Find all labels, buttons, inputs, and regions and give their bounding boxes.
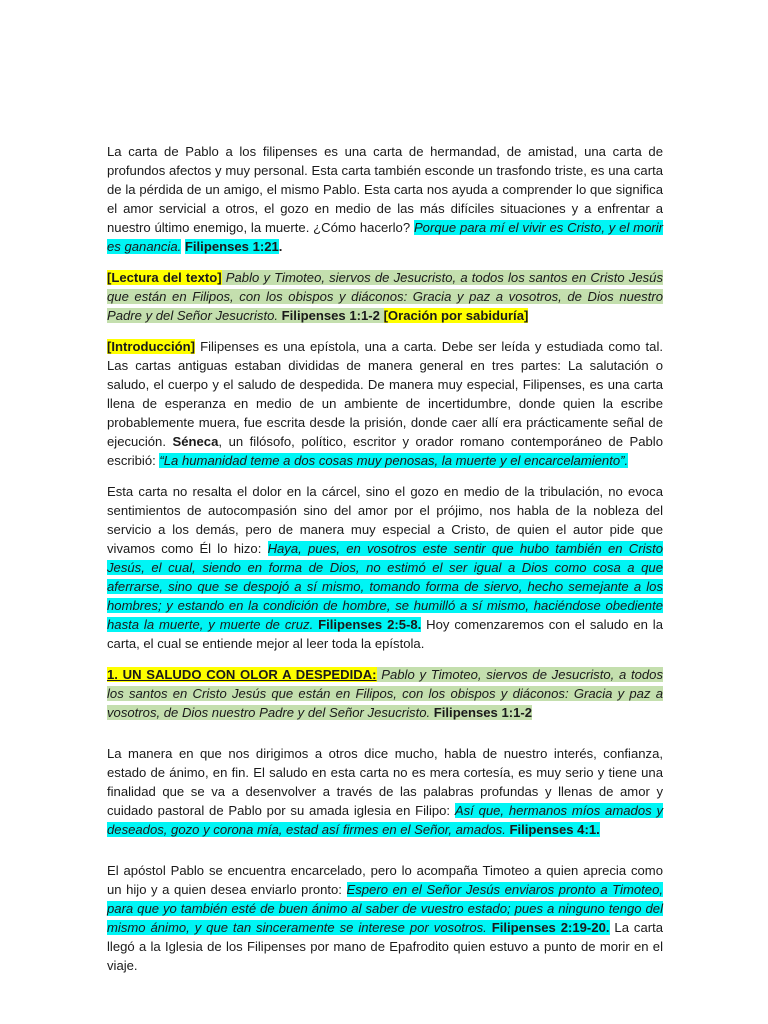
introduction-text-2: , un filósofo, político, escritor y orador romano contemporáneo de Pablo escribió: bbox=[107, 434, 664, 468]
paragraph-reading bbox=[107, 268, 663, 325]
verse-reference: Filipenses 4:1. bbox=[509, 822, 600, 837]
intro-text: La carta de Pablo a los filipenses es una carta de hermandad, de amistad, una carta de profundos afectos y muy personal. Esta carta también esconde un trasfondo triste, es una carta de la pérdida de un amigo, el mismo Pablo. Esta carta nos ayuda a comprender lo que significa el amor servicial a otros, el gozo en medio de las más difíciles situaciones y a enfrentar a nuestro último enemigo, la muerte. ¿Cómo hacerlo? bbox=[107, 144, 663, 235]
verse-reference: Filipenses 1:21 bbox=[184, 239, 279, 254]
verse-quote: Espero en el Señor Jesús enviaros pronto a Timoteo, para que yo también esté de buen ánimo al saber de vuestro estado; pues a ninguno tengo del mismo ánimo, y que tan sinceramente se interese por vosotros. bbox=[107, 882, 663, 935]
verse-quote: Pablo y Timoteo, siervos de Jesucristo, a todos los santos en Cristo Jesús que están en Filipos, con los obispos y diáconos: Gracia y paz a vosotros, de Dios nuestro Padre y del Señor Jesucristo. bbox=[107, 667, 663, 720]
timothy-text: El apóstol Pablo se encuentra encarcelado, pero lo acompaña Timoteo a quien aprecia como un hijo y a quien desea enviarlo pronto: bbox=[107, 863, 663, 897]
verse-quote: Porque para mí el vivir es Cristo, y el morir es ganancia bbox=[107, 220, 663, 254]
section-tag-reading: [Lectura del texto] bbox=[107, 270, 222, 285]
seneca-quote: “La humanidad teme a dos cosas muy penosas, la muerte y el encarcelamiento”. bbox=[159, 453, 629, 468]
verse-quote: Así que, hermanos míos amados y deseados, gozo y corona mía, estad así firmes en el Señor, amados bbox=[107, 803, 663, 837]
section-tag-introduction: [Introducción] bbox=[107, 339, 196, 354]
manner-text: La manera en que nos dirigimos a otros dice mucho, habla de nuestro interés, confianza, estado de ánimo, en fin. El saludo en esta carta no es mera cortesía, es muy serio y tiene una finalidad que se va a desenvolver a través de las palabras profundas y llenas de amor y cuidado pastoral de Pablo por su amada iglesia en Filipo: bbox=[107, 746, 663, 818]
timothy-text-2: La carta llegó a la Iglesia de los Filipenses por mano de Epafrodito quien estuvo a punto de morir en el viaje. bbox=[107, 920, 664, 973]
verse-quote: Pablo y Timoteo, siervos de Jesucristo, a todos los santos en Cristo Jesús que están en Filipos, con los obispos y diáconos: Gracia y paz a vosotros, de Dios nuestro Padre y del Señor Jesucristo. bbox=[107, 270, 664, 323]
paragraph-greeting bbox=[107, 665, 663, 722]
verse-reference: Filipenses 2:19-20. bbox=[491, 920, 610, 935]
joy-text: Esta carta no resalta el dolor en la cárcel, sino el gozo en medio de la tribulación, no evoca sentimientos de autocompasión sino del amor por el prójimo, nos habla de la nobleza del servicio a los demás, pero de manera muy especial a Cristo, de quien el autor pide que vivamos como Él lo hizo: bbox=[107, 484, 663, 556]
joy-text-2: Hoy comenzaremos con el saludo en la carta, el cual se entiende mejor al leer toda la epístola. bbox=[107, 617, 663, 651]
paragraph-timothy bbox=[107, 861, 663, 975]
document-page bbox=[107, 142, 663, 987]
section-heading-1: 1. UN SALUDO CON OLOR A DESPEDIDA: bbox=[107, 667, 377, 682]
paragraph-introduction bbox=[107, 337, 663, 470]
paragraph-joy bbox=[107, 482, 663, 653]
paragraph-manner: La manera en que nos dirigimos a otros dice mucho, habla de nuestro interés, confianza, estado de ánimo, en fin. El saludo en esta carta no es mera cortesía, es muy serio y tiene una finalidad que se va a desenvolver a través de las palabras profundas y llenas de amor y cuidado pastoral de Pablo por su amada iglesia en Filipo: Así que, hermanos míos amados y deseados, gozo y corona mía, estad así firmes en el Señor, amados. Filipenses 4:1. bbox=[107, 746, 663, 837]
verse-reference: Filipenses 1:1-2 bbox=[433, 705, 533, 720]
paragraph-intro: La carta de Pablo a los filipenses es una carta de hermandad, de amistad, una carta de profundos afectos y muy personal. Esta carta también esconde un trasfondo triste, es una carta de la pérdida de un amigo, el mismo Pablo. Esta carta nos ayuda a comprender lo que significa el amor servicial a otros, el gozo en medio de las más difíciles situaciones y a enfrentar a nuestro último enemigo, la muerte. ¿Cómo hacerlo? Porque para mí el vivir es Cristo, y el morir es ganancia. Filipenses 1:21. bbox=[107, 144, 663, 254]
author-name: Séneca bbox=[172, 434, 219, 449]
verse-quote: Haya, pues, en vosotros este sentir que hubo también en Cristo Jesús, el cual, siendo en forma de Dios, no estimó el ser igual a Dios como cosa a que aferrarse, sino que se despojó a sí mismo, tomando forma de siervo, hecho semejante a los hombres; y estando en la condición de hombre, se humilló a sí mismo, haciéndose obediente hasta la muerte, y muerte de cruz. bbox=[107, 541, 663, 632]
verse-reference: Filipenses 1:1-2 bbox=[281, 308, 380, 323]
introduction-text: Filipenses es una epístola, una a carta. Debe ser leída y estudiada como tal. Las cartas antiguas estaban divididas de manera general en tres partes: La salutación o saludo, el cuerpo y el saludo de despedida. De manera muy especial, Filipenses, es una carta llena de esperanza en medio de un ambiente de incertidumbre, donde quien la escribe probablemente muera, fue escrita desde la prisión, donde caer allí era prácticamente señal de ejecución. bbox=[107, 339, 663, 449]
verse-reference: Filipenses 2:5-8. bbox=[318, 617, 422, 632]
section-tag-prayer: [Oración por sabiduría] bbox=[383, 308, 529, 323]
